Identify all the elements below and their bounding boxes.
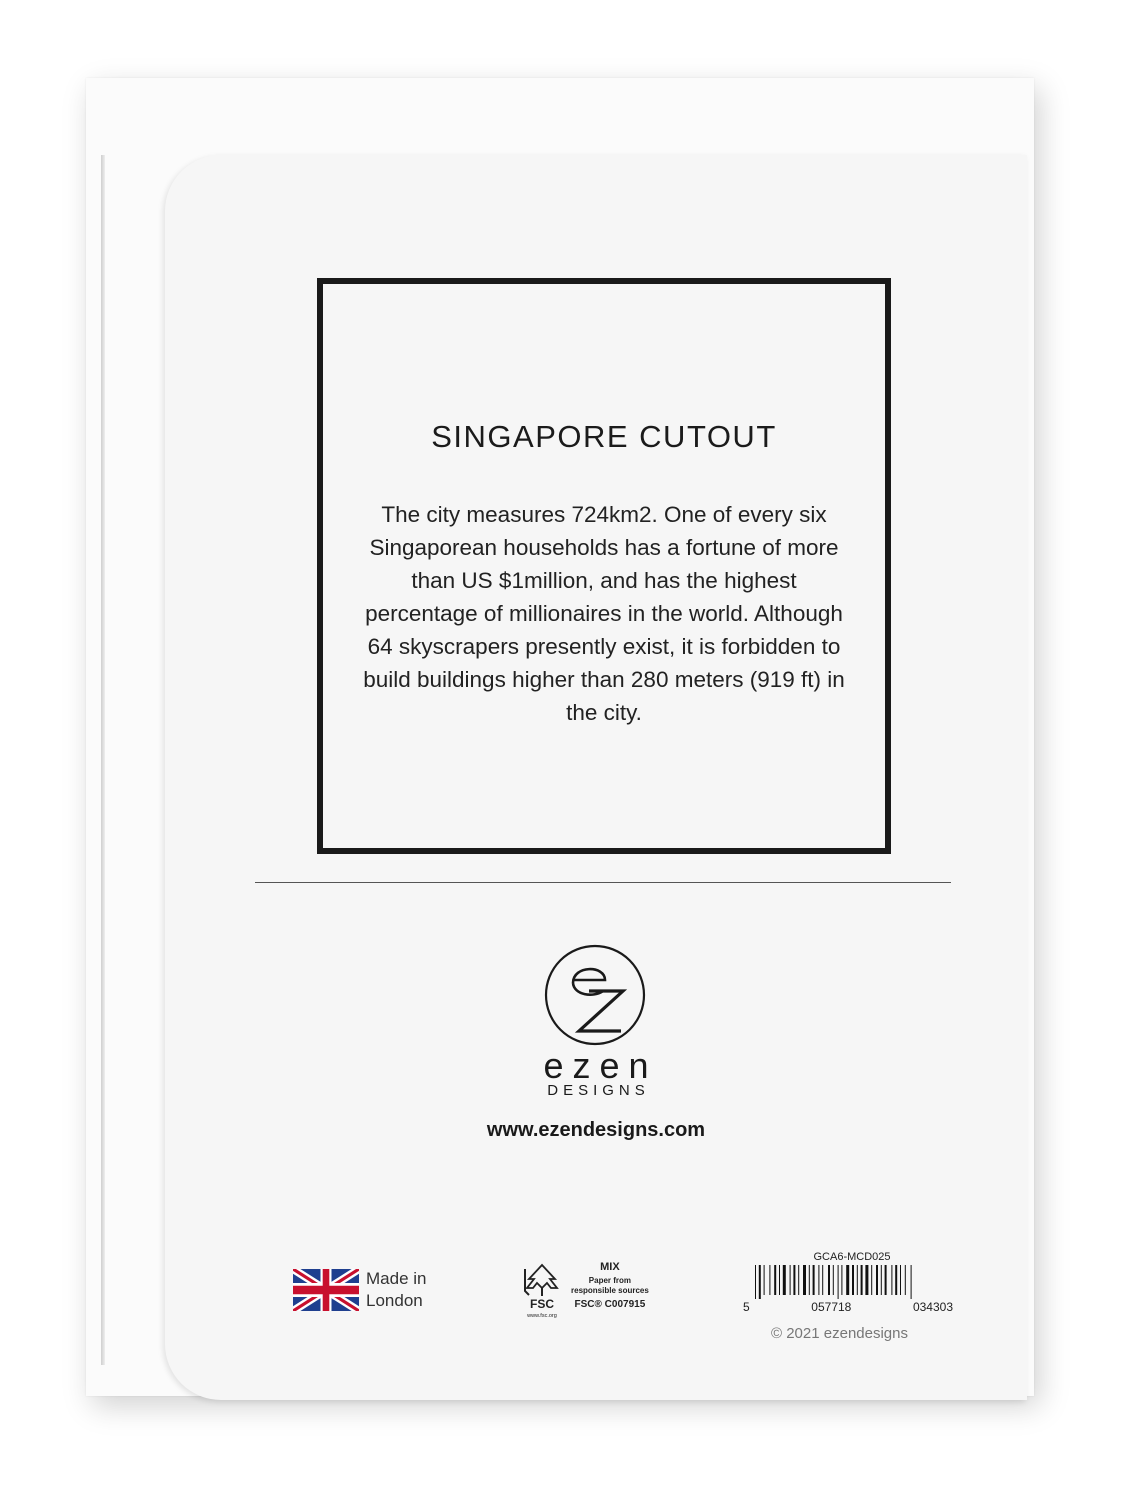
barcode-digits [743, 1300, 953, 1314]
fsc-logo-text: FSC [530, 1297, 554, 1311]
barcode-block [743, 1251, 953, 1314]
barcode-bar [803, 1265, 806, 1295]
barcode-bar [769, 1265, 770, 1295]
barcode-bar [871, 1265, 872, 1295]
fsc-claim-line2: responsible sources [571, 1286, 649, 1295]
barcode-bar [900, 1265, 901, 1295]
fsc-tree-icon [519, 1261, 565, 1319]
made-in-line1: Made in [366, 1269, 427, 1288]
barcode-icon [743, 1265, 953, 1299]
barcode-bar [865, 1265, 868, 1295]
barcode-bar [911, 1265, 912, 1299]
made-in-line2: London [366, 1291, 423, 1310]
barcode-bar [846, 1265, 849, 1295]
barcode-bar [822, 1265, 823, 1295]
barcode-bar [833, 1265, 834, 1295]
barcode-bar [876, 1265, 878, 1295]
brand-name: ezen [543, 1045, 658, 1086]
barcode-bar [764, 1265, 765, 1295]
website-link[interactable]: www.ezendesigns.com [486, 1119, 706, 1141]
barcode-bar [852, 1265, 854, 1295]
card-description: The city measures 724km2. One of every six Singaporean households has a fortune of more than US $1million, and has the highest percentage of millionaires in the world. Although 64 skyscrapers presently exist, it is forbidden to build buildings higher than 280 meters (919 ft) in the city. [363, 502, 845, 725]
envelope-edge [101, 155, 105, 1365]
fsc-logo-url: www.fsc.org [527, 1313, 557, 1319]
fsc-code: FSC® C007915 [574, 1299, 646, 1310]
barcode-bar [779, 1265, 780, 1295]
barcode-bar [895, 1265, 897, 1295]
barcode-bar [818, 1265, 819, 1295]
copyright: © 2021 ezendesigns [771, 1325, 908, 1342]
barcode-bar [841, 1265, 842, 1295]
barcode-bar [798, 1265, 799, 1295]
card-title: SINGAPORE CUTOUT [431, 419, 777, 454]
barcode-bar [790, 1265, 791, 1295]
barcode-bar [755, 1265, 756, 1299]
barcode-bar [783, 1265, 786, 1295]
barcode-digits-group1: 057718 [811, 1300, 852, 1314]
barcode-bar [891, 1265, 892, 1295]
uk-flag-icon [293, 1269, 359, 1311]
product-code: GCA6-MCD025 [813, 1251, 891, 1263]
fsc-claim-line1: Paper from [588, 1276, 632, 1285]
made-in-label [293, 1268, 426, 1312]
ezen-logo-icon [543, 943, 647, 1047]
barcode-bar [809, 1265, 810, 1295]
divider [255, 882, 951, 883]
barcode-bar [861, 1265, 863, 1295]
barcode-digit-first: 5 [743, 1300, 750, 1314]
barcode-bar [881, 1265, 882, 1295]
barcode-bar [885, 1265, 887, 1295]
greeting-card-back [165, 155, 1027, 1400]
barcode-bar [793, 1265, 795, 1295]
barcode-bar [774, 1265, 776, 1295]
barcode-bar [857, 1265, 858, 1295]
fsc-certification [519, 1261, 649, 1319]
info-box [317, 278, 891, 854]
barcode-bar [828, 1265, 830, 1295]
barcode-bar [905, 1265, 906, 1295]
barcode-bar [759, 1265, 761, 1299]
barcode-digits-group2: 034303 [912, 1300, 953, 1314]
barcode-bar [813, 1265, 815, 1295]
fsc-mix-label: MIX [600, 1261, 620, 1273]
barcode-bar [838, 1265, 839, 1299]
brand-subtitle: DESIGNS [547, 1082, 650, 1099]
